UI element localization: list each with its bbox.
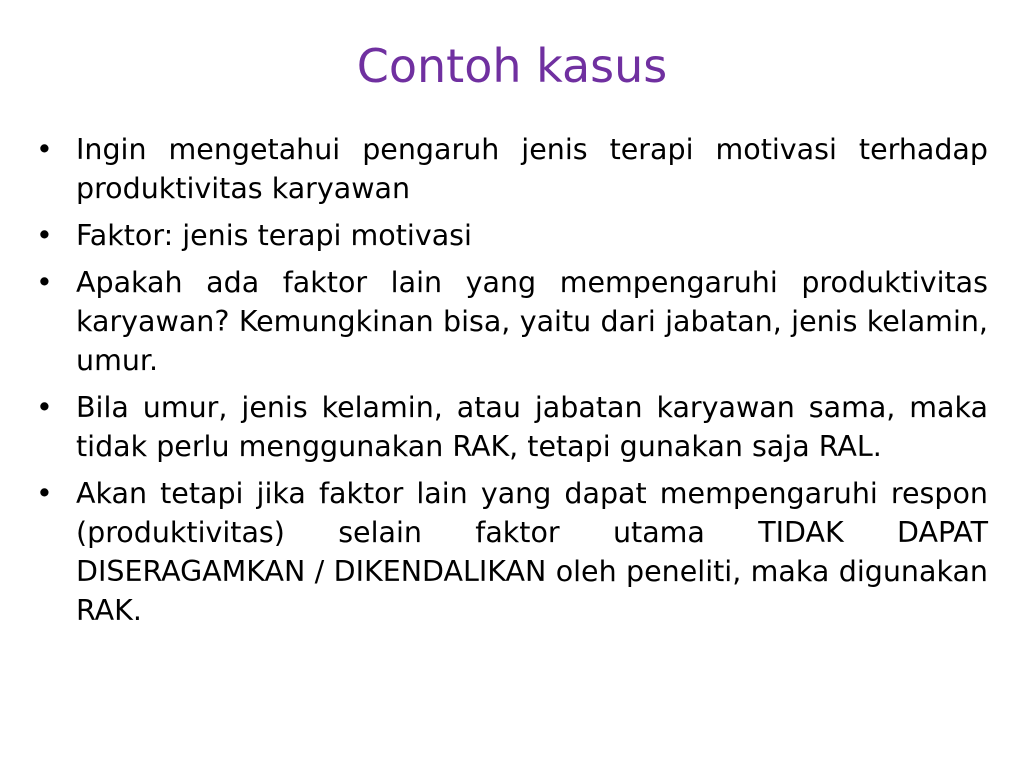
bullet-point-icon: • xyxy=(36,266,53,299)
slide-title: Contoh kasus xyxy=(356,39,668,93)
bullet-item xyxy=(36,474,988,630)
bullet-point-icon: • xyxy=(36,133,53,166)
bullet-item xyxy=(36,130,988,208)
bullet-point-icon: • xyxy=(36,477,53,510)
bullet-text: Bila umur, jenis kelamin, atau jabatan karyawan sama, maka tidak perlu menggunakan RAK, tetapi gunakan saja RAL. xyxy=(76,391,988,463)
bullet-item xyxy=(36,216,988,255)
bullet-text: Akan tetapi jika faktor lain yang dapat mempengaruhi respon (produktivitas) selain faktor utama TIDAK DAPAT DISERAGAMKAN / DIKENDALIKAN oleh peneliti, maka digunakan RAK. xyxy=(76,477,988,627)
bullet-text: Faktor: jenis terapi motivasi xyxy=(76,219,472,252)
bullet-item xyxy=(36,388,988,466)
bullet-point-icon: • xyxy=(36,219,53,252)
bullet-item xyxy=(36,263,988,380)
bullet-list xyxy=(36,130,988,638)
bullet-point-icon: • xyxy=(36,391,53,424)
bullet-text: Ingin mengetahui pengaruh jenis terapi motivasi terhadap produktivitas karyawan xyxy=(76,133,988,205)
bullet-text: Apakah ada faktor lain yang mempengaruhi produktivitas karyawan? Kemungkinan bisa, yaitu dari jabatan, jenis kelamin, umur. xyxy=(76,266,988,377)
